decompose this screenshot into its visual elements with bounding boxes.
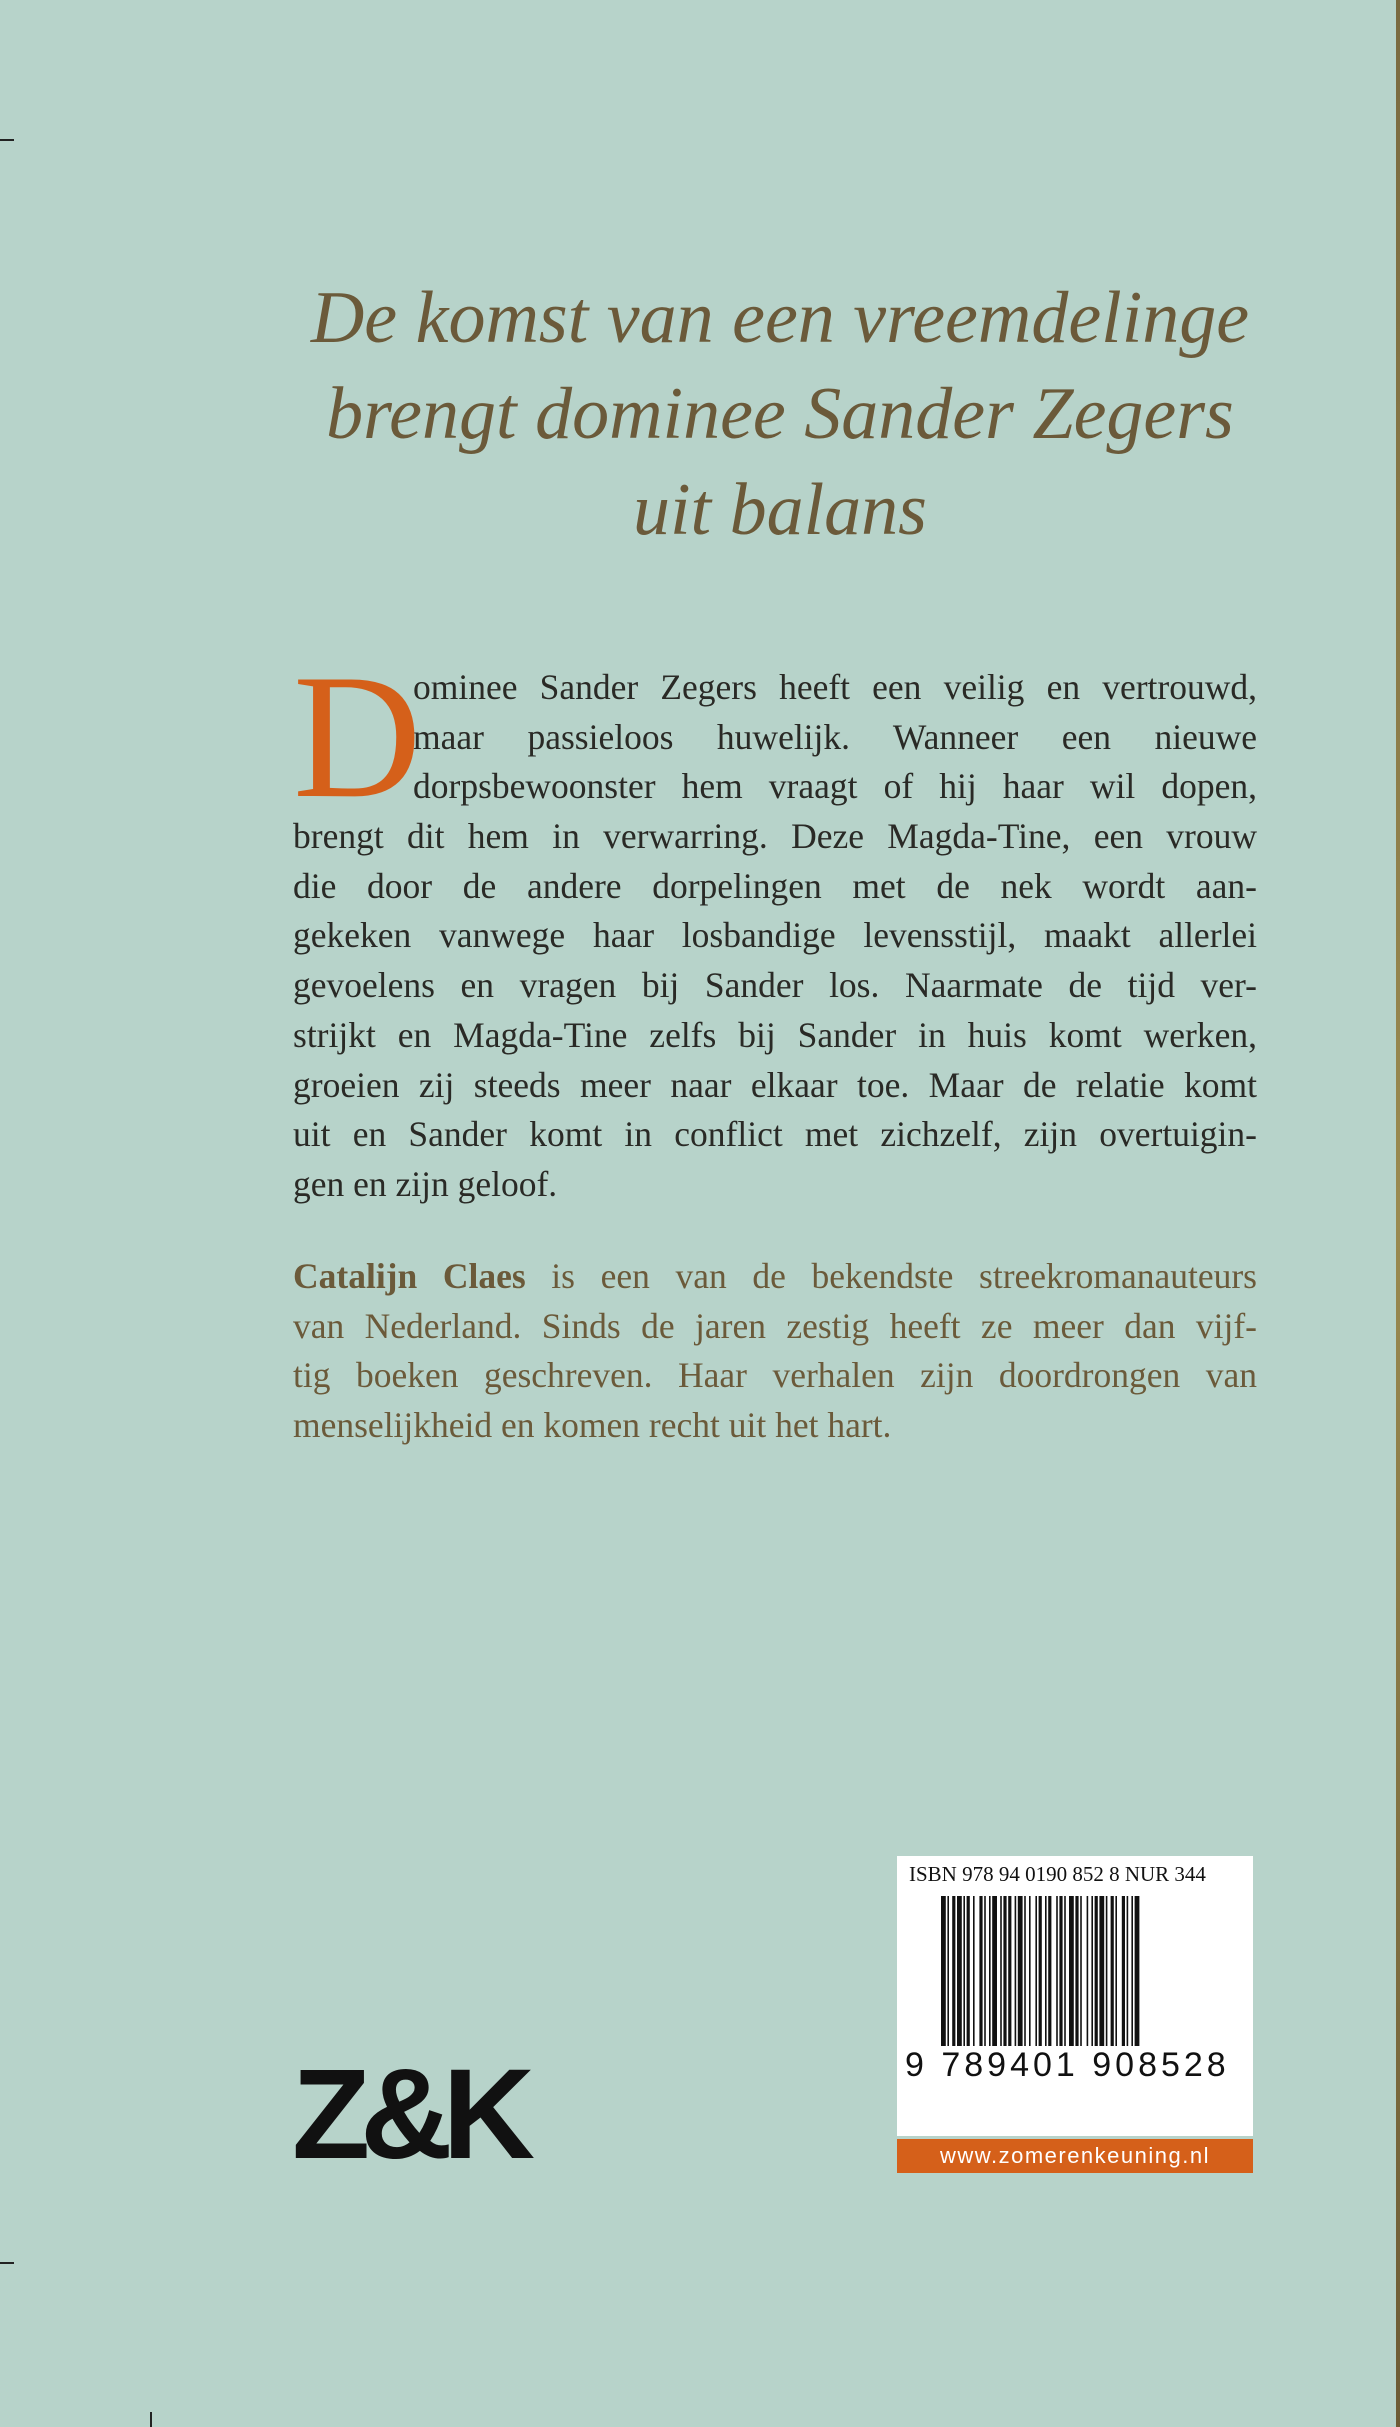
barcode-bar [989, 1896, 991, 2046]
blurb-line: groeien zij steeds meer naar elkaar toe. Maar de relatie komt [293, 1064, 1257, 1105]
blurb-line: uit en Sander komt in conflict met zichzelf, zijn overtuigin- [293, 1114, 1257, 1155]
barcode-bar [1127, 1896, 1129, 2046]
barcode-bar [1131, 1896, 1133, 2046]
barcode-bar [1000, 1896, 1002, 2046]
barcode-bar [1059, 1896, 1062, 2046]
barcode-bar [1091, 1896, 1093, 2046]
author-bio [293, 1252, 1257, 1451]
author-bio-line [293, 1252, 1257, 1302]
author-bio-line: van Nederland. Sinds de jaren zestig heeft ze meer dan vijf- [293, 1305, 1257, 1346]
barcode-bar [1064, 1896, 1066, 2046]
barcode-bar [1015, 1896, 1017, 2046]
barcode-bar [1087, 1896, 1089, 2046]
barcode-bar [1018, 1896, 1023, 2046]
barcode-bar [1075, 1896, 1078, 2046]
barcode-bar [984, 1896, 986, 2046]
barcode-bar [973, 1896, 975, 2046]
barcode-bar [1035, 1896, 1037, 2046]
barcode-bar [1056, 1896, 1058, 2046]
barcode-bar [1069, 1896, 1074, 2046]
barcode-bar [1003, 1896, 1006, 2046]
crop-mark [0, 2262, 14, 2264]
tagline-line: brengt dominee Sander Zegers [326, 373, 1234, 455]
publisher-logo-text: Z&K [292, 2043, 526, 2186]
publisher-logo [292, 2043, 526, 2186]
isbn-text: ISBN 978 94 0190 852 8 NUR 344 [909, 1862, 1206, 1886]
author-name: Catalijn Claes [293, 1256, 526, 1296]
barcode-bar [963, 1896, 965, 2046]
barcode-bar [1048, 1896, 1051, 2046]
blurb-line: dorpsbewoonster hem vraagt of hij haar wil dopen, [413, 766, 1257, 807]
blurb-line: maar passieloos huwelijk. Wanneer een nieuwe [413, 716, 1257, 757]
barcode-bar [1111, 1896, 1114, 2046]
barcode-bar [1095, 1896, 1098, 2046]
author-bio-line: tig boeken geschreven. Haar verhalen zijn doordrongen van [293, 1355, 1257, 1396]
barcode-bar [1106, 1896, 1108, 2046]
publisher-url: www.zomerenkeuning.nl [897, 2139, 1253, 2173]
barcode-bar [1008, 1896, 1011, 2046]
barcode-bar [1115, 1896, 1117, 2046]
barcode-bar [979, 1896, 982, 2046]
barcode-bar [1045, 1896, 1047, 2046]
barcode-block [897, 1856, 1253, 2168]
barcode-bar [1135, 1896, 1140, 2046]
barcode-bar [1099, 1896, 1104, 2046]
barcode-bar [1080, 1896, 1082, 2046]
barcode-bar [941, 1896, 946, 2046]
barcode-digits: 9 789401 908528 [905, 2046, 1230, 2084]
drop-cap: D [293, 637, 422, 835]
barcode-bar [1024, 1896, 1026, 2046]
blurb-line: brengt dit hem in verwarring. Deze Magda-Tine, een vrouw [293, 816, 1257, 857]
crop-mark [150, 2412, 152, 2427]
blurb-line: gen en zijn geloof. [293, 1163, 558, 1204]
barcode-bar [1122, 1896, 1125, 2046]
author-bio-line: menselijkheid en komen recht uit het hart. [293, 1405, 892, 1446]
barcode-bar [952, 1896, 955, 2046]
tagline-line: De komst van een vreemdelinge [310, 277, 1250, 359]
crop-mark [0, 139, 14, 141]
blurb [293, 637, 1257, 1210]
blurb-line: strijkt en Magda-Tine zelfs bij Sander in huis komt werken, [293, 1014, 1257, 1055]
tagline [240, 270, 1320, 558]
blurb-line: gekeken vanwege haar losbandige levensstijl, maakt allerlei [293, 915, 1257, 956]
barcode-bar [947, 1896, 949, 2046]
blurb-line: ominee Sander Zegers heeft een veilig en vertrouwd, [413, 667, 1257, 707]
barcode-bar [967, 1896, 970, 2046]
blurb-line: die door de andere dorpelingen met de nek wordt aan- [293, 865, 1257, 906]
barcode-bar [1039, 1896, 1042, 2046]
barcode-bar [1029, 1896, 1031, 2046]
author-bio-text: is een van de bekendste streekromanauteurs [525, 1256, 1257, 1296]
barcode-bar [992, 1896, 997, 2046]
tagline-line: uit balans [633, 469, 927, 551]
blurb-line: gevoelens en vragen bij Sander los. Naarmate de tijd ver- [293, 965, 1257, 1006]
barcode-bar [957, 1896, 962, 2046]
cover-edge [1396, 0, 1400, 2427]
